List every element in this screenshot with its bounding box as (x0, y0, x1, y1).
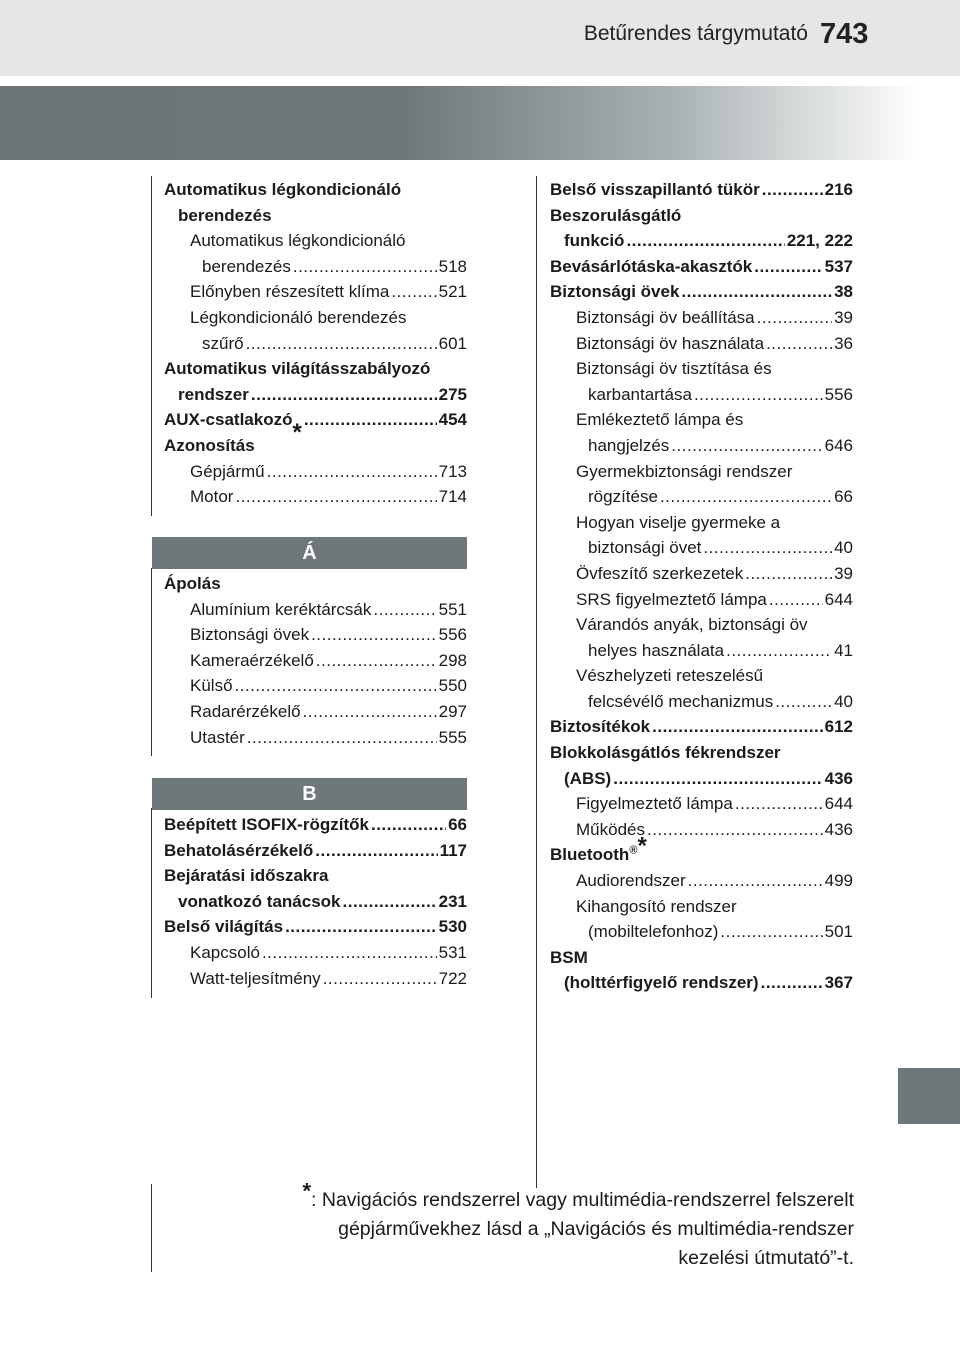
entry-page: 556 (438, 625, 467, 645)
index-entry (550, 407, 853, 433)
index-entry (164, 838, 467, 864)
index-entry (550, 356, 853, 382)
entry-term: Hogyan viselje gyermeke a (576, 512, 781, 532)
entry-term: Blokkolásgátlós fékrendszer (550, 743, 781, 763)
entry-term: Belső világítás (164, 917, 284, 937)
dot-leader (688, 868, 823, 894)
entry-term: Biztonsági öv tisztítása és (576, 359, 772, 379)
index-entry (164, 571, 467, 597)
index-entry (550, 714, 853, 740)
entry-page: 646 (824, 435, 853, 455)
dot-leader (775, 689, 832, 715)
entry-term: Motor (190, 487, 234, 507)
entry-term: Azonosítás (164, 435, 255, 455)
dot-leader (247, 725, 437, 751)
dot-leader (267, 459, 437, 485)
entry-page: 36 (834, 333, 853, 353)
entry-term: Biztonsági övek (550, 282, 680, 302)
dot-leader (681, 279, 832, 305)
index-entry (550, 689, 853, 715)
entry-term: (holttérfigyelő rendszer) (564, 973, 759, 993)
entry-term: Behatolásérzékelő (164, 840, 314, 860)
index-column-right (550, 177, 853, 996)
index-entry (550, 919, 853, 945)
section-title: Betűrendes tárgymutató (583, 22, 808, 45)
dot-leader (720, 919, 822, 945)
entry-term: rögzítése (588, 487, 658, 507)
index-entry (550, 894, 853, 920)
dot-leader (235, 673, 437, 699)
dot-leader (762, 177, 823, 203)
entry-term: Automatikus világításszabályozó (164, 359, 431, 379)
entry-term: vonatkozó tanácsok (178, 891, 341, 911)
footnote-line-2: gépjárművekhez lásd a „Navigációs és multimédia-rendszer (338, 1218, 854, 1240)
dot-leader (293, 254, 437, 280)
entry-term: berendezés (202, 256, 291, 276)
entry-term: Légkondicionáló berendezés (190, 307, 407, 327)
entry-page: 713 (438, 461, 467, 481)
entry-page: 612 (824, 717, 853, 737)
entry-page: 41 (834, 640, 853, 660)
index-entry (550, 535, 853, 561)
index-entry (550, 177, 853, 203)
entry-term: karbantartása (588, 384, 692, 404)
entry-term: Bluetooth (550, 845, 630, 865)
entry-term: Bejáratási időszakra (164, 866, 329, 886)
index-entry (164, 203, 467, 229)
left-rule (151, 808, 152, 998)
dot-leader (766, 331, 832, 357)
index-side-tab (898, 1068, 960, 1124)
footnote (240, 1178, 854, 1273)
entry-page: 644 (824, 794, 853, 814)
index-entry: AUX-csatlakozó * ..... 454 (164, 407, 467, 433)
index-entry (550, 279, 853, 305)
dot-leader (371, 812, 446, 838)
entry-term: Biztonsági övek (190, 625, 310, 645)
dot-leader (373, 597, 436, 623)
dot-leader (660, 484, 832, 510)
entry-page: 644 (824, 589, 853, 609)
index-entry (164, 331, 467, 357)
index-entry (164, 966, 467, 992)
dot-leader (694, 382, 823, 408)
dot-leader (343, 889, 437, 915)
entry-term: Automatikus légkondicionáló (164, 180, 402, 199)
dot-leader (235, 484, 436, 510)
entry-page: 367 (824, 973, 853, 993)
dot-leader (315, 838, 437, 864)
index-entry (164, 648, 467, 674)
entry-term: Watt-teljesítmény (190, 968, 321, 988)
entry-term: Kapcsoló (190, 942, 260, 962)
left-rule (151, 176, 152, 516)
entry-term: Kihangosító rendszer (576, 896, 737, 916)
dot-leader (726, 638, 832, 664)
dot-leader (769, 587, 823, 613)
dot-leader (251, 382, 437, 408)
entry-page: 66 (448, 815, 467, 834)
index-entry (164, 254, 467, 280)
entry-page: 39 (834, 307, 853, 327)
index-column-left-a (164, 571, 467, 750)
dot-leader (761, 970, 823, 996)
letter-heading-a: Á (152, 537, 467, 569)
entry-page: 216 (824, 180, 853, 199)
index-entry (550, 791, 853, 817)
entry-term: Vészhelyzeti reteszelésű (576, 666, 764, 686)
entry-term: Működés (576, 819, 645, 839)
index-entry (164, 279, 467, 305)
entry-term: biztonsági övet (588, 538, 702, 558)
entry-term: Belső visszapillantó tükör (550, 180, 760, 199)
entry-term: (mobiltelefonhoz) (588, 922, 719, 942)
entry-term: Várandós anyák, biztonsági öv (576, 615, 808, 635)
registered-mark: ® (629, 844, 638, 857)
entry-term: Külső (190, 676, 233, 696)
dot-leader (647, 817, 823, 843)
index-entry (550, 638, 853, 664)
entry-page: 531 (438, 942, 467, 962)
entry-term: Beszorulásgátló (550, 205, 682, 225)
entry-term: BSM (550, 947, 588, 967)
index-entry (550, 612, 853, 638)
footnote-line-1: *: Navigációs rendszerrel vagy multimédia-rendszerrel felszerelt (302, 1178, 854, 1211)
index-entry (550, 970, 853, 996)
dot-leader (304, 407, 437, 433)
index-entry (164, 699, 467, 725)
dot-leader (652, 714, 822, 740)
index-entry (550, 663, 853, 689)
index-entry (550, 382, 853, 408)
dot-leader (703, 535, 832, 561)
index-entry (164, 356, 467, 382)
dot-leader (246, 331, 437, 357)
entry-term: Alumínium keréktárcsák (190, 599, 372, 619)
entry-term: szűrő (202, 333, 244, 353)
index-entry (550, 587, 853, 613)
index-entry (164, 673, 467, 699)
dot-leader (613, 766, 822, 792)
dot-leader (323, 966, 437, 992)
entry-term: Figyelmeztető lámpa (576, 794, 733, 814)
footnote-star: * (302, 1178, 312, 1204)
index-entry (550, 510, 853, 536)
entry-page: 66 (834, 487, 853, 507)
entry-term: Biztonsági öv használata (576, 333, 765, 353)
dot-leader (285, 914, 437, 940)
entry-term: Ápolás (164, 574, 221, 593)
entry-page: 518 (438, 256, 467, 276)
dot-leader (754, 254, 822, 280)
entry-page: 556 (824, 384, 853, 404)
entry-page: 499 (824, 871, 853, 891)
index-entry (164, 940, 467, 966)
dot-leader (311, 622, 437, 648)
index-entry (164, 433, 467, 459)
dot-leader (391, 279, 436, 305)
header-banner (0, 86, 960, 160)
index-entry (550, 740, 853, 766)
index-entry (164, 725, 467, 751)
entry-page: 550 (438, 676, 467, 696)
entry-page: 530 (438, 917, 467, 937)
entry-term: Beépített ISOFIX-rögzítők (164, 815, 369, 834)
index-entry (550, 561, 853, 587)
entry-page: 601 (438, 333, 467, 353)
letter-heading-b: B (152, 778, 467, 810)
entry-term: funkció (564, 231, 625, 251)
entry-term: Audiorendszer (576, 871, 686, 891)
index-entry (164, 305, 467, 331)
index-entry (550, 817, 853, 843)
index-entry (164, 914, 467, 940)
dot-leader (671, 433, 822, 459)
index-entry (550, 945, 853, 971)
entry-term: Radarérzékelő (190, 701, 301, 721)
entry-page: 454 (438, 410, 467, 430)
entry-term: hangjelzés (588, 435, 670, 455)
index-entry (550, 254, 853, 280)
entry-page: 275 (438, 384, 467, 404)
entry-term: SRS figyelmeztető lámpa (576, 589, 767, 609)
entry-term: Biztosítékok (550, 717, 651, 737)
entry-term: AUX-csatlakozó (164, 410, 293, 430)
entry-term: Kameraérzékelő (190, 650, 314, 670)
dot-leader (303, 699, 437, 725)
entry-page: 297 (438, 701, 467, 721)
dot-leader (735, 791, 823, 817)
index-entry (164, 597, 467, 623)
left-rule (151, 568, 152, 756)
index-column-left-top (164, 177, 467, 510)
footnote-star: * (637, 832, 647, 860)
entry-term: Gyermekbiztonsági rendszer (576, 461, 793, 481)
entry-term: helyes használata (588, 640, 725, 660)
index-entry (164, 177, 467, 203)
index-entry (164, 889, 467, 915)
entry-page: 38 (834, 282, 853, 302)
entry-page: 40 (834, 538, 853, 558)
index-entry (164, 459, 467, 485)
entry-page: 117 (439, 840, 467, 860)
index-entry (550, 832, 853, 868)
entry-page: 40 (834, 691, 853, 711)
index-column-left-b (164, 812, 467, 991)
entry-page: 436 (824, 768, 853, 788)
entry-page: 537 (824, 256, 853, 276)
entry-term: berendezés (178, 205, 272, 225)
index-entry (164, 622, 467, 648)
dot-leader (757, 305, 832, 331)
entry-term: rendszer (178, 384, 249, 404)
entry-page: 39 (834, 563, 853, 583)
index-entry (550, 331, 853, 357)
entry-term: Előnyben részesített klíma (190, 282, 390, 302)
footnote-line-3: kezelési útmutató”-t. (678, 1247, 854, 1269)
entry-page: 298 (438, 650, 467, 670)
index-entry (164, 382, 467, 408)
index-entry (550, 459, 853, 485)
dot-leader (626, 228, 784, 254)
entry-term: (ABS) (564, 768, 612, 788)
index-entry (550, 228, 853, 254)
dot-leader (316, 648, 437, 674)
page-number: 743 (820, 18, 869, 50)
entry-term: Emlékeztető lámpa és (576, 410, 744, 430)
entry-term: Utastér (190, 727, 245, 747)
dot-leader (745, 561, 832, 587)
entry-page: 436 (824, 819, 853, 839)
dot-leader (262, 940, 437, 966)
index-entry (550, 868, 853, 894)
index-entry (550, 203, 853, 229)
index-entry (550, 484, 853, 510)
index-entry (164, 484, 467, 510)
index-entry (550, 305, 853, 331)
entry-page: 555 (438, 727, 467, 747)
entry-page: 221, 222 (786, 231, 853, 251)
entry-page: 231 (438, 891, 467, 911)
entry-page: 722 (438, 968, 467, 988)
index-entry (164, 812, 467, 838)
entry-page: 501 (824, 922, 853, 942)
entry-page: 714 (438, 487, 467, 507)
index-entry (164, 863, 467, 889)
entry-term: Automatikus légkondicionáló (190, 231, 406, 251)
left-rule (151, 1184, 152, 1272)
entry-term: Biztonsági öv beállítása (576, 307, 755, 327)
entry-term: Övfeszítő szerkezetek (576, 563, 744, 583)
entry-page: 521 (438, 282, 467, 302)
entry-page: 551 (438, 599, 467, 619)
index-entry (550, 766, 853, 792)
entry-term: Gépjármű (190, 461, 265, 481)
column-divider (536, 176, 537, 1188)
entry-term: felcsévélő mechanizmus (588, 691, 774, 711)
entry-term: Bevásárlótáska-akasztók (550, 256, 753, 276)
index-entry (164, 228, 467, 254)
index-entry (550, 433, 853, 459)
